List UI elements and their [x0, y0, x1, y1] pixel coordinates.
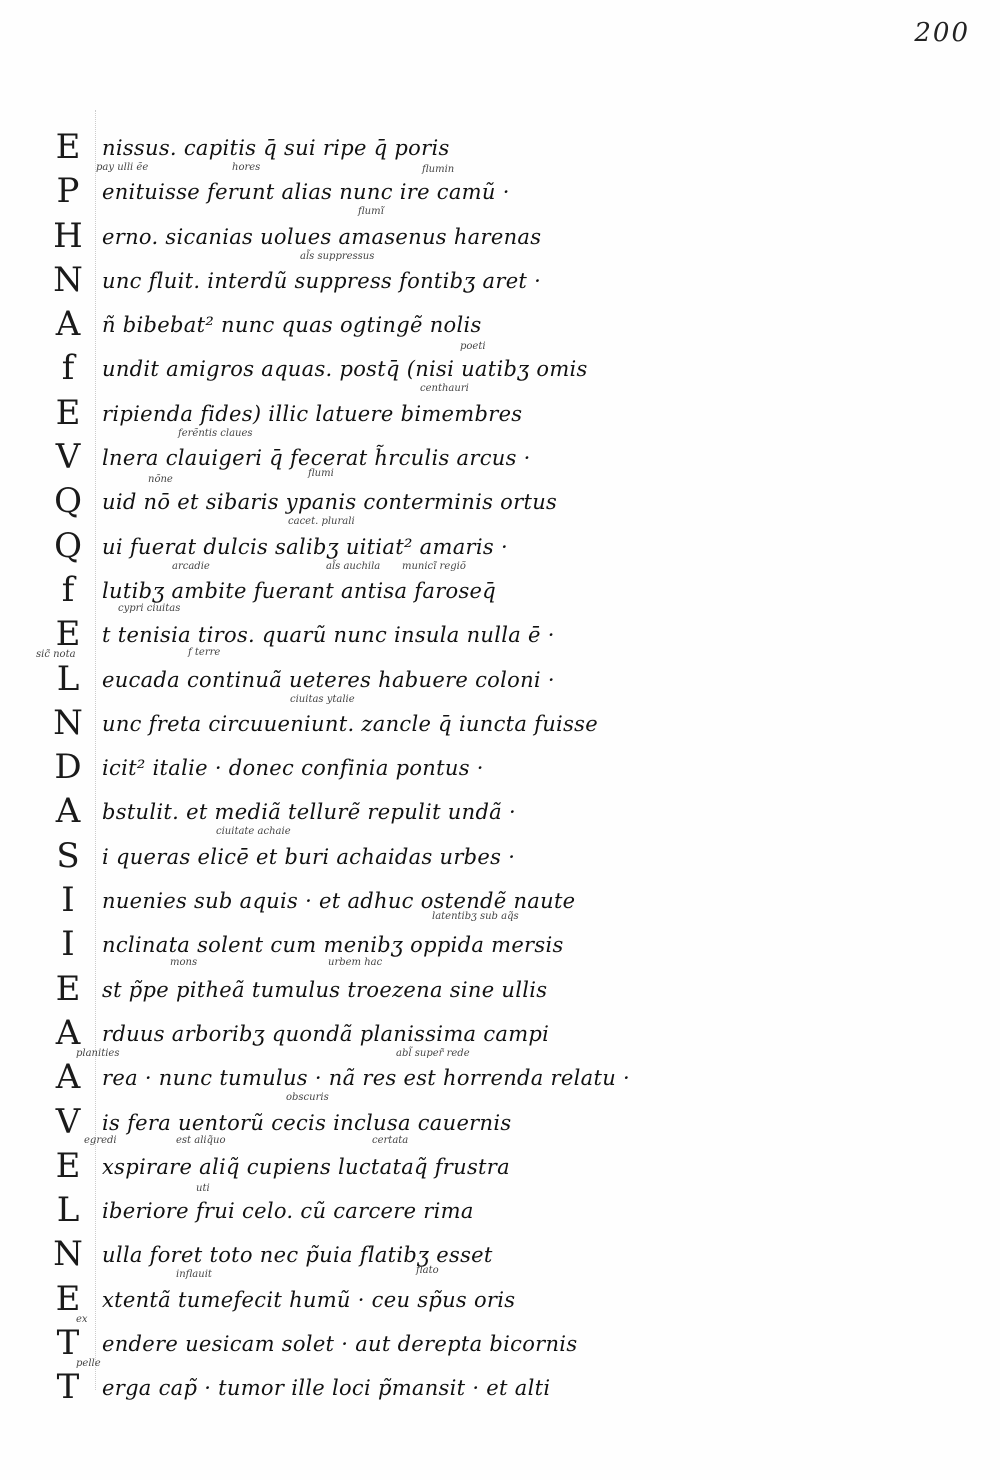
verse-lines — [0, 128, 1000, 1413]
interlinear-gloss: arcadie — [172, 560, 210, 572]
verse-line — [0, 970, 1000, 1014]
interlinear-gloss: planities — [76, 1047, 120, 1059]
verse-initial: L — [56, 1190, 80, 1231]
interlinear-gloss: pelle — [76, 1358, 101, 1370]
verse-initial: E — [55, 1145, 81, 1186]
interlinear-gloss: nõne — [148, 474, 173, 486]
verse-initial: V — [55, 437, 81, 478]
interlinear-gloss: flumin — [422, 164, 455, 175]
interlinear-gloss: abl̃ super̃ rede — [396, 1047, 470, 1059]
verse-line — [0, 1103, 1000, 1147]
verse-text: lutibʒ ambite fuerant antisa faroseq̄ — [102, 578, 497, 603]
verse-line — [0, 1324, 1000, 1368]
verse-initial: D — [54, 747, 82, 788]
verse-initial: I — [61, 880, 75, 921]
verse-line — [0, 172, 1000, 216]
verse-initial: f — [61, 348, 75, 389]
verse-initial: E — [55, 127, 81, 167]
verse-line — [0, 1280, 1000, 1324]
verse-initial: V — [55, 1101, 81, 1142]
verse-initial: N — [53, 1234, 83, 1275]
verse-text: xspirare aliq̃ cupiens luctataq̃ frustra — [102, 1154, 510, 1179]
verse-text: t tenisia tiros. quarũ nunc insula nulla ē · — [102, 623, 555, 648]
verse-initial: I — [61, 924, 75, 965]
verse-text: rea · nunc tumulus · nã res est horrenda relatu · — [102, 1066, 630, 1091]
verse-initial: T — [56, 1367, 80, 1408]
verse-line — [0, 881, 1000, 925]
verse-line — [0, 660, 1000, 704]
verse-initial: E — [55, 392, 81, 433]
interlinear-gloss: ciuitas ytalie — [290, 693, 355, 705]
verse-text: icit² italie · donec confinia pontus · — [102, 756, 484, 781]
interlinear-gloss: cypri ciuitas — [118, 602, 181, 614]
verse-initial: L — [56, 658, 80, 699]
interlinear-gloss: poeti — [460, 341, 486, 353]
verse-line — [0, 1145, 1000, 1194]
interlinear-gloss: al̃s suppressus — [300, 250, 375, 262]
verse-initial: A — [55, 1057, 81, 1098]
verse-text: lnera clauigeri q̄ fecerat h̃rculis arcus · — [102, 446, 531, 471]
verse-line — [0, 527, 1000, 571]
interlinear-gloss: latentibʒ sub aq̃s — [432, 911, 519, 923]
verse-line — [0, 925, 1000, 969]
verse-initial: P — [56, 171, 80, 212]
verse-line — [0, 792, 1000, 836]
verse-initial: T — [56, 1323, 80, 1364]
verse-text: i queras elicē et buri achaidas urbes · — [102, 844, 516, 869]
verse-initial: A — [55, 304, 81, 345]
interlinear-gloss: pay ulli ẽe — [96, 162, 149, 173]
verse-text: rduus arboribʒ quondã planissima campi — [102, 1021, 550, 1046]
verse-initial: N — [53, 259, 83, 300]
verse-text: bstulit. et mediã tellurẽ repulit undã · — [102, 800, 516, 825]
folio-number: 200 — [914, 18, 970, 48]
verse-line — [0, 482, 1000, 526]
verse-initial: E — [55, 614, 81, 655]
verse-initial: N — [53, 702, 83, 743]
interlinear-gloss: certata — [372, 1134, 409, 1146]
interlinear-gloss: egredi — [84, 1134, 117, 1146]
verse-line — [0, 1014, 1000, 1058]
verse-text: endere uesicam solet · aut derepta bicornis — [102, 1332, 578, 1357]
verse-text: ñ bibebat² nunc quas ogtingẽ nolis — [102, 313, 482, 338]
verse-line — [0, 437, 1000, 486]
verse-initial: A — [55, 791, 81, 832]
verse-text: uid nō et sibaris ypanis conterminis ortus — [102, 490, 558, 515]
verse-initial: f — [61, 569, 75, 610]
verse-text: unc fluit. interdũ suppress fontibʒ aret · — [102, 268, 542, 293]
verse-text: st p̃pe pitheã tumulus troezena sine ullis — [102, 977, 548, 1002]
verse-text: enituisse ferunt alias nunc ire camũ · — [102, 180, 510, 205]
verse-line — [0, 304, 1000, 353]
verse-line — [0, 837, 1000, 881]
interlinear-gloss: f terre — [188, 647, 221, 659]
verse-text: iberiore frui celo. cũ carcere rima — [102, 1199, 474, 1224]
interlinear-gloss: urbem hac — [328, 957, 383, 969]
verse-text: nissus. capitis q̄ sui ripe q̄ poris — [102, 136, 450, 160]
verse-line — [0, 571, 1000, 615]
verse-line — [0, 1191, 1000, 1235]
verse-text: erno. sicanias uolues amasenus harenas — [102, 224, 542, 249]
verse-text: ui fuerat dulcis salibʒ uitiat² amaris · — [102, 534, 508, 559]
verse-line — [0, 349, 1000, 393]
verse-text: is fera uentorũ cecis inclusa cauernis — [102, 1110, 512, 1135]
interlinear-gloss: uti — [196, 1182, 210, 1194]
interlinear-gloss: est aliq̃uo — [176, 1134, 226, 1146]
verse-line — [0, 704, 1000, 748]
verse-text: nclinata solent cum menibʒ oppida mersis — [102, 933, 564, 958]
verse-initial: S — [56, 835, 80, 876]
verse-text: xtentã tumefecit humũ · ceu sp̃us oris — [102, 1287, 516, 1312]
verse-text: eucada continuã ueteres habuere coloni · — [102, 667, 555, 692]
interlinear-gloss: mons — [170, 957, 198, 969]
interlinear-gloss: municĩ regiõ — [402, 560, 466, 572]
verse-initial: A — [55, 1012, 81, 1053]
verse-line — [0, 127, 1000, 175]
verse-line — [0, 261, 1000, 305]
interlinear-gloss: al̃s auchila — [326, 560, 381, 572]
interlinear-gloss: obscuris — [286, 1092, 329, 1104]
verse-initial: E — [55, 968, 81, 1009]
interlinear-gloss: cacet. plurali — [288, 516, 355, 528]
interlinear-gloss: flumi — [308, 468, 334, 480]
verse-text: ripienda fides) illic latuere bimembres — [102, 401, 523, 426]
verse-line — [0, 394, 1000, 438]
verse-line — [0, 615, 1000, 659]
verse-line — [0, 1368, 1000, 1412]
verse-text: erga cap̃ · tumor ille loci p̃mansit · et alti — [102, 1376, 551, 1401]
interlinear-gloss: ferẽntis claues — [178, 427, 253, 439]
verse-text: nuenies sub aquis · et adhuc ostendẽ naute — [102, 889, 576, 914]
verse-text: unc freta circuueniunt. zancle q̄ iuncta fuisse — [102, 711, 598, 736]
interlinear-gloss: sic̃ nota — [36, 649, 76, 661]
verse-text: undit amigros aquas. postq̄ (nisi uatibʒ omis — [102, 357, 588, 382]
interlinear-gloss: inflauit — [176, 1269, 212, 1281]
verse-initial: E — [55, 1278, 81, 1319]
interlinear-gloss: flumĩ — [358, 206, 384, 218]
verse-line — [0, 1058, 1000, 1102]
verse-line — [0, 217, 1000, 261]
verse-initial: H — [53, 215, 83, 256]
verse-initial: Q — [54, 525, 82, 566]
verse-line — [0, 748, 1000, 792]
verse-line — [0, 1235, 1000, 1279]
verse-initial: Q — [54, 481, 82, 522]
interlinear-gloss: hores — [232, 162, 261, 173]
interlinear-gloss: flato — [416, 1265, 439, 1277]
interlinear-gloss: ex — [76, 1313, 88, 1325]
verse-text: ulla foret toto nec p̃uia flatibʒ esset — [102, 1243, 493, 1268]
interlinear-gloss: ciuitate achaie — [216, 826, 291, 838]
interlinear-gloss: centhauri — [420, 383, 469, 395]
